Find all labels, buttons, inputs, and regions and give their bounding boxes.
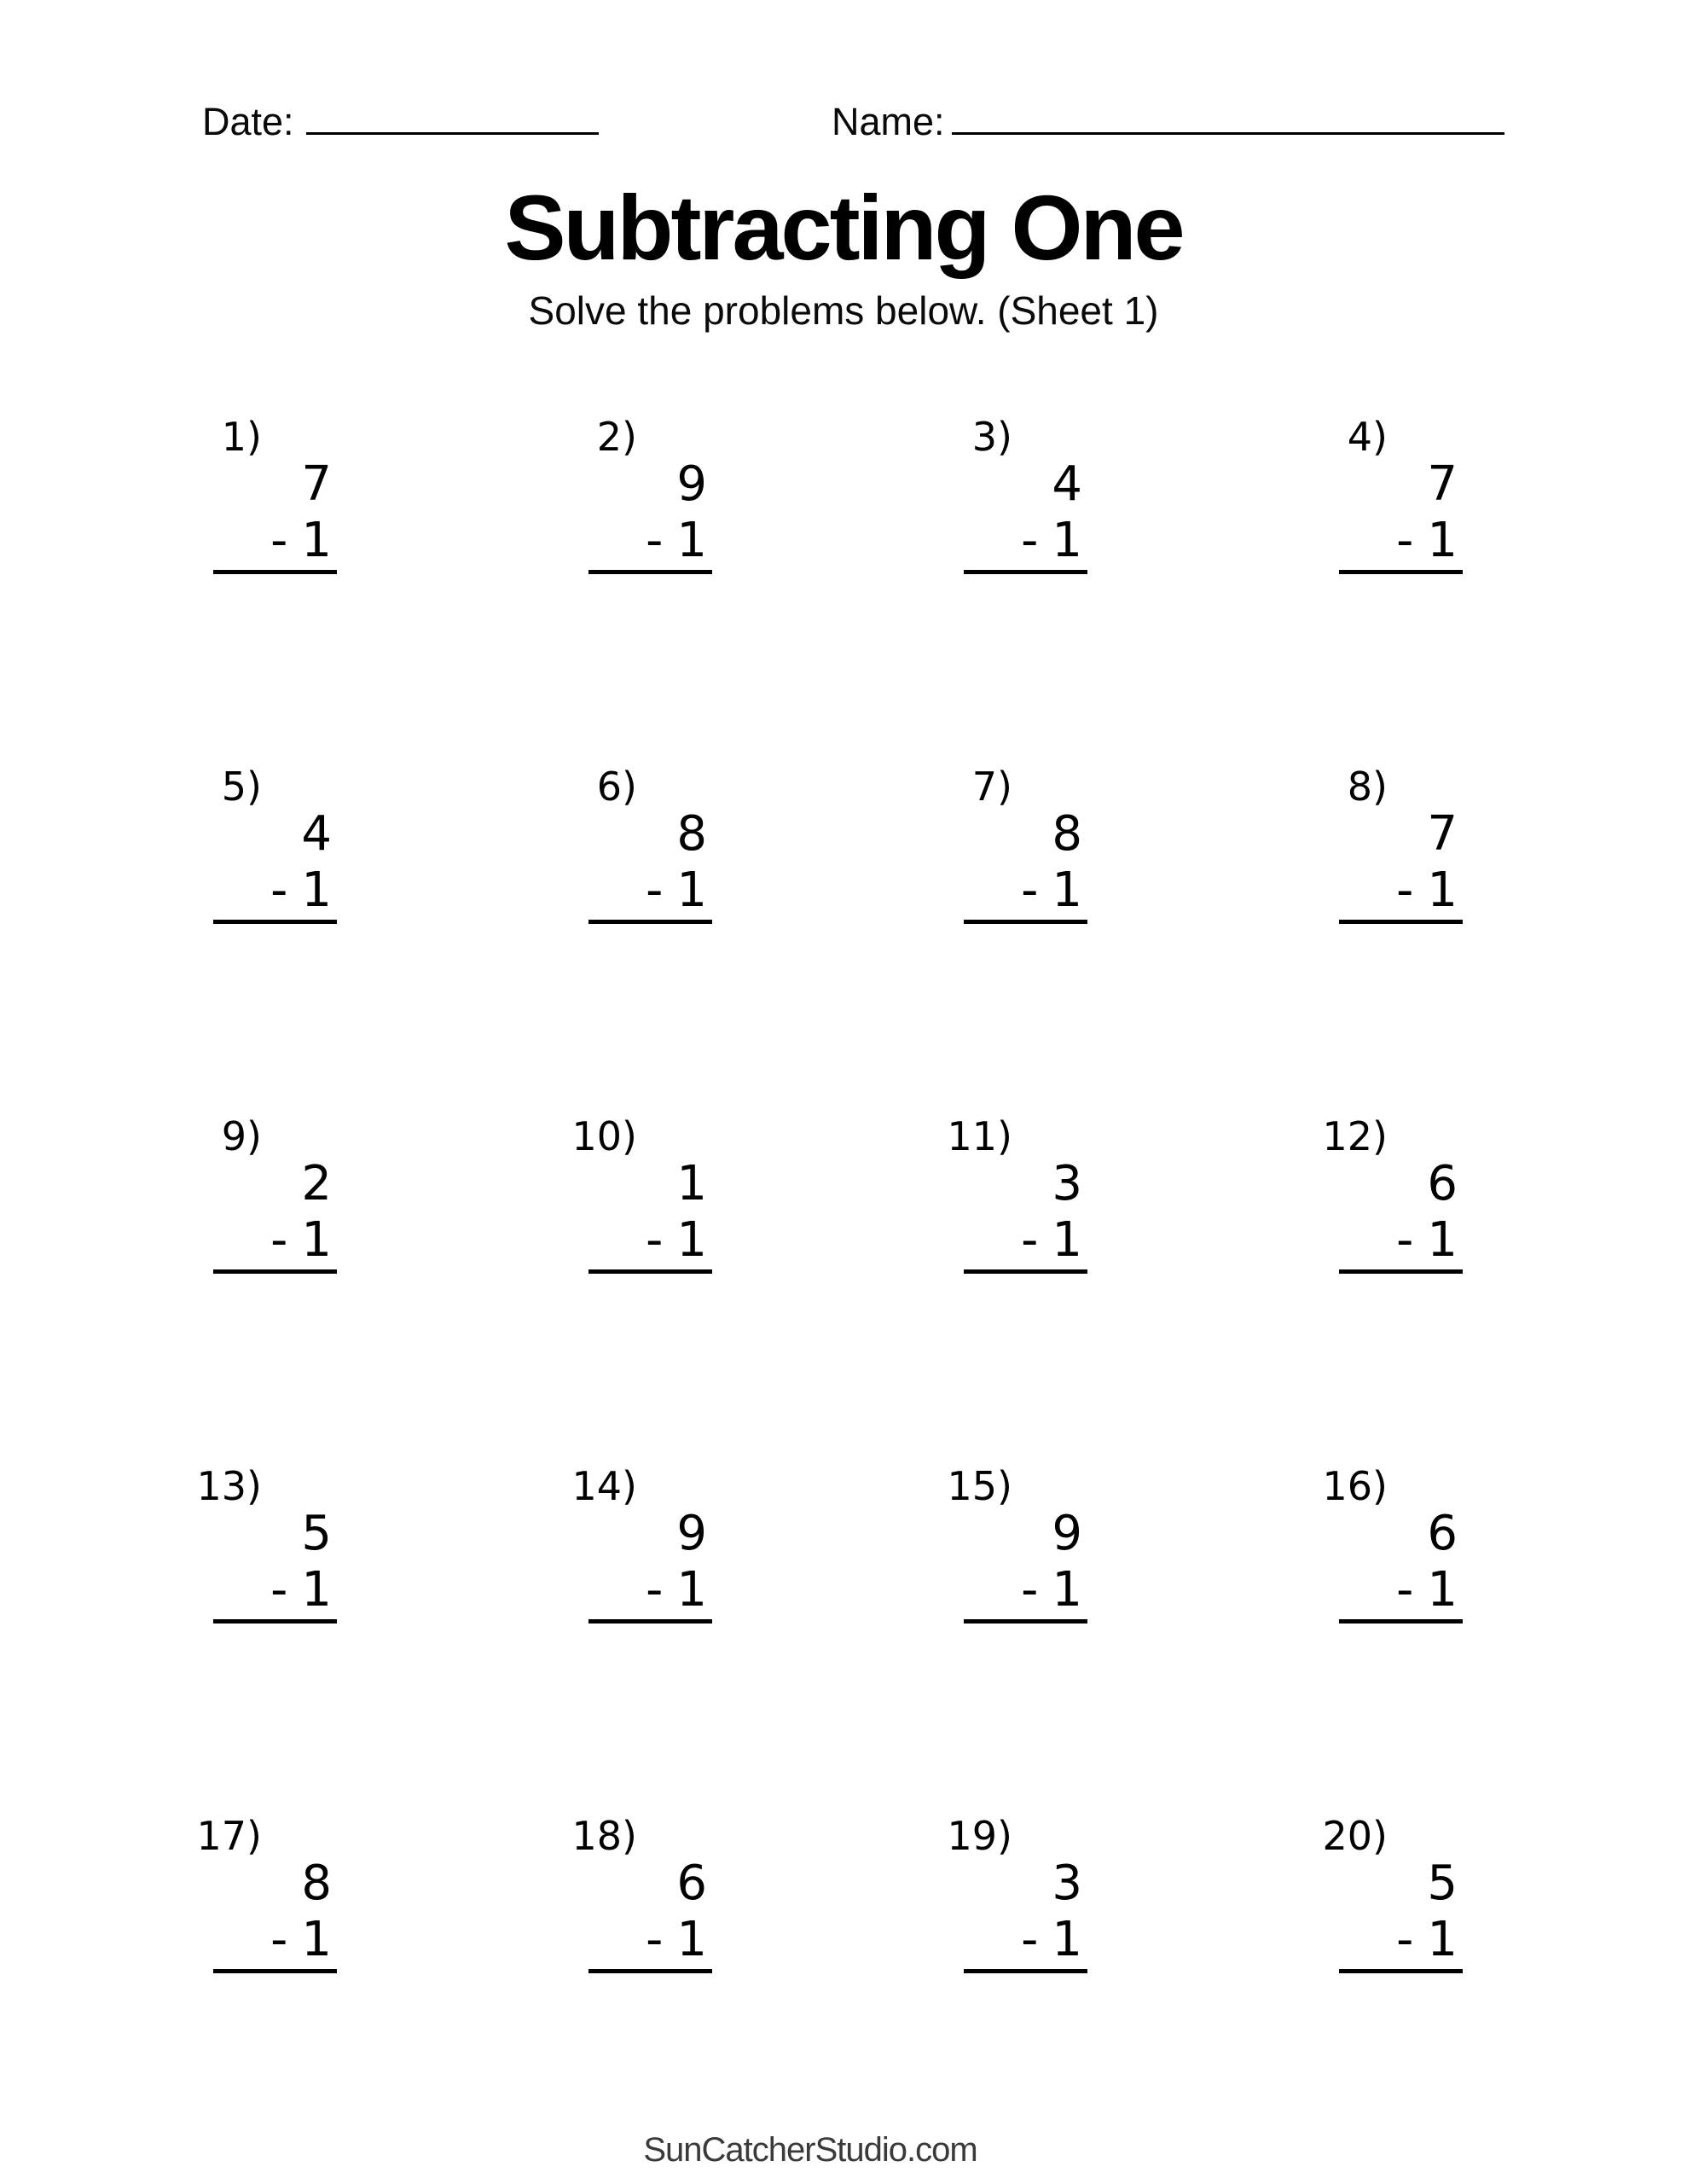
subtrahend-row (1247, 513, 1464, 568)
problem-number: 6) (596, 764, 637, 810)
problem-number: 20) (1322, 1813, 1388, 1859)
subtrahend: 1 (301, 863, 332, 918)
answer-line (588, 1969, 712, 1973)
problem-number: 2) (596, 414, 637, 460)
problem-number: 4) (1347, 414, 1388, 460)
minuend: 6 (1427, 1156, 1458, 1211)
date-blank-line (306, 107, 599, 135)
subtrahend: 1 (1427, 1212, 1458, 1268)
problem-number: 17) (196, 1813, 262, 1859)
problem-cell-10 (496, 1107, 714, 1457)
problem-number: 8) (1347, 764, 1388, 810)
name-label: Name: (832, 100, 945, 143)
problem-cell-16 (1247, 1457, 1464, 1807)
subtrahend: 1 (1052, 1562, 1082, 1618)
problem-cell-19 (872, 1807, 1089, 2157)
problem-number: 10) (571, 1113, 637, 1159)
minus-sign: - (1021, 513, 1039, 568)
minuend: 6 (1427, 1506, 1458, 1561)
minuend: 9 (676, 1506, 707, 1561)
minuend: 8 (676, 806, 707, 862)
name-blank-line (952, 107, 1504, 135)
minus-sign: - (646, 1562, 664, 1618)
problem-number: 19) (947, 1813, 1012, 1859)
subtrahend-row (496, 1912, 714, 1967)
minuend: 1 (676, 1156, 707, 1211)
date-label: Date: (202, 100, 294, 143)
minus-sign: - (270, 513, 288, 568)
subtrahend-row (1247, 1562, 1464, 1618)
subtrahend: 1 (1052, 863, 1082, 918)
problem-number: 5) (221, 764, 262, 810)
problem-cell-1 (121, 408, 339, 758)
answer-line (213, 570, 337, 574)
answer-line (964, 1619, 1087, 1623)
problem-number: 1) (221, 414, 262, 460)
answer-line (213, 1619, 337, 1623)
problem-number: 7) (971, 764, 1012, 810)
answer-line (964, 920, 1087, 924)
subtrahend: 1 (301, 1912, 332, 1967)
problem-cell-14 (496, 1457, 714, 1807)
answer-line (588, 920, 712, 924)
subtrahend-row (1247, 1912, 1464, 1967)
problem-number: 13) (196, 1463, 262, 1509)
problem-number: 14) (571, 1463, 637, 1509)
minuend: 3 (1052, 1156, 1082, 1211)
subtrahend-row (496, 863, 714, 918)
minus-sign: - (646, 1912, 664, 1967)
page-title: Subtracting One (504, 176, 1183, 279)
subtrahend-row (872, 1562, 1089, 1618)
minus-sign: - (270, 863, 288, 918)
subtrahend-row (1247, 863, 1464, 918)
minus-sign: - (270, 1212, 288, 1268)
subtrahend: 1 (676, 863, 707, 918)
subtrahend-row (872, 863, 1089, 918)
minuend: 9 (1052, 1506, 1082, 1561)
page-subtitle: Solve the problems below. (Sheet 1) (528, 288, 1159, 333)
problem-cell-9 (121, 1107, 339, 1457)
problem-cell-20 (1247, 1807, 1464, 2157)
subtrahend: 1 (1427, 1912, 1458, 1967)
answer-line (964, 1269, 1087, 1274)
subtrahend: 1 (1427, 513, 1458, 568)
minus-sign: - (1021, 1912, 1039, 1967)
problem-cell-4 (1247, 408, 1464, 758)
answer-line (213, 1269, 337, 1274)
minus-sign: - (1021, 863, 1039, 918)
subtrahend-row (496, 513, 714, 568)
minus-sign: - (1021, 1562, 1039, 1618)
minus-sign: - (1021, 1212, 1039, 1268)
answer-line (1339, 1619, 1463, 1623)
problems-grid (121, 408, 1464, 2157)
minuend: 9 (676, 456, 707, 512)
minuend: 3 (1052, 1856, 1082, 1911)
answer-line (588, 570, 712, 574)
minuend: 7 (301, 456, 332, 512)
problem-cell-7 (872, 758, 1089, 1107)
subtrahend: 1 (1427, 863, 1458, 918)
problem-number: 11) (947, 1113, 1012, 1159)
answer-line (213, 920, 337, 924)
subtrahend: 1 (676, 1912, 707, 1967)
problem-cell-8 (1247, 758, 1464, 1107)
answer-line (964, 570, 1087, 574)
subtrahend-row (121, 1562, 339, 1618)
answer-line (588, 1619, 712, 1623)
problem-number: 9) (221, 1113, 262, 1159)
problem-cell-18 (496, 1807, 714, 2157)
answer-line (588, 1269, 712, 1274)
problem-cell-13 (121, 1457, 339, 1807)
subtrahend: 1 (676, 1212, 707, 1268)
minuend: 2 (301, 1156, 332, 1211)
problem-cell-3 (872, 408, 1089, 758)
problem-number: 12) (1322, 1113, 1388, 1159)
minuend: 7 (1427, 456, 1458, 512)
footer-site-credit: SunCatcherStudio.com (643, 2131, 977, 2169)
subtrahend-row (496, 1212, 714, 1268)
problem-number: 3) (971, 414, 1012, 460)
subtrahend: 1 (1052, 1912, 1082, 1967)
problem-number: 18) (571, 1813, 637, 1859)
minus-sign: - (1396, 513, 1414, 568)
answer-line (1339, 920, 1463, 924)
minus-sign: - (1396, 863, 1414, 918)
subtrahend: 1 (301, 513, 332, 568)
minus-sign: - (270, 1912, 288, 1967)
minus-sign: - (646, 513, 664, 568)
subtrahend-row (121, 863, 339, 918)
answer-line (1339, 1269, 1463, 1274)
problem-cell-5 (121, 758, 339, 1107)
minus-sign: - (646, 863, 664, 918)
subtrahend: 1 (1427, 1562, 1458, 1618)
minuend: 8 (301, 1856, 332, 1911)
subtrahend-row (121, 1912, 339, 1967)
minuend: 5 (301, 1506, 332, 1561)
subtrahend: 1 (1052, 513, 1082, 568)
subtrahend-row (121, 513, 339, 568)
problem-cell-17 (121, 1807, 339, 2157)
minus-sign: - (1396, 1912, 1414, 1967)
problem-number: 16) (1322, 1463, 1388, 1509)
problem-cell-12 (1247, 1107, 1464, 1457)
subtrahend-row (121, 1212, 339, 1268)
subtrahend-row (872, 513, 1089, 568)
subtrahend: 1 (676, 1562, 707, 1618)
problem-number: 15) (947, 1463, 1012, 1509)
name-field (832, 101, 1504, 143)
subtrahend-row (872, 1912, 1089, 1967)
date-field (202, 101, 599, 143)
minus-sign: - (646, 1212, 664, 1268)
answer-line (1339, 1969, 1463, 1973)
subtrahend: 1 (301, 1562, 332, 1618)
minuend: 8 (1052, 806, 1082, 862)
answer-line (213, 1969, 337, 1973)
minuend: 7 (1427, 806, 1458, 862)
minuend: 4 (1052, 456, 1082, 512)
subtrahend-row (1247, 1212, 1464, 1268)
minuend: 4 (301, 806, 332, 862)
subtrahend-row (496, 1562, 714, 1618)
problem-cell-6 (496, 758, 714, 1107)
problem-cell-15 (872, 1457, 1089, 1807)
subtrahend-row (872, 1212, 1089, 1268)
minuend: 5 (1427, 1856, 1458, 1911)
subtrahend: 1 (676, 513, 707, 568)
problem-cell-11 (872, 1107, 1089, 1457)
problem-cell-2 (496, 408, 714, 758)
minus-sign: - (1396, 1562, 1414, 1618)
minuend: 6 (676, 1856, 707, 1911)
answer-line (964, 1969, 1087, 1973)
answer-line (1339, 570, 1463, 574)
subtrahend: 1 (1052, 1212, 1082, 1268)
minus-sign: - (1396, 1212, 1414, 1268)
minus-sign: - (270, 1562, 288, 1618)
subtrahend: 1 (301, 1212, 332, 1268)
